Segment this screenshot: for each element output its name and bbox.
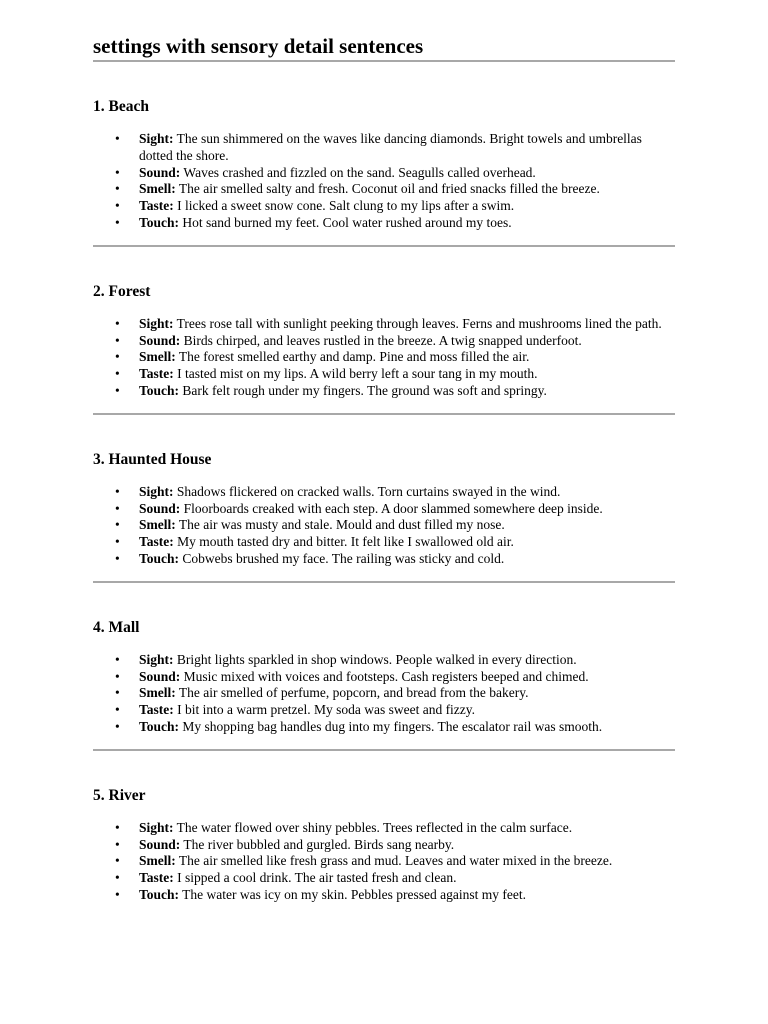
section-3 xyxy=(93,415,675,581)
list-item xyxy=(93,685,675,702)
sense-label: Sight: xyxy=(139,819,174,835)
sense-text: I tasted mist on my lips. A wild berry left a sour tang in my mouth. xyxy=(173,366,538,382)
section-heading: 4. Mall xyxy=(93,618,140,636)
section-2 xyxy=(93,247,675,413)
sense-label: Taste: xyxy=(139,870,174,886)
sense-label: Taste: xyxy=(139,198,174,214)
list-item xyxy=(93,165,675,182)
bullet-icon: • xyxy=(115,181,120,197)
sense-text: Music mixed with voices and footsteps. Cash registers beeped and chimed. xyxy=(180,668,589,684)
bullet-icon: • xyxy=(115,131,120,146)
sense-label: Sound: xyxy=(139,500,181,516)
bullet-icon: • xyxy=(115,332,120,348)
bullet-icon: • xyxy=(115,198,120,214)
bullet-icon: • xyxy=(115,349,120,365)
sense-text: Bright lights sparkled in shop windows. People walked in every direction. xyxy=(173,651,577,667)
bullet-icon: • xyxy=(115,886,120,902)
bullet-icon: • xyxy=(115,668,120,684)
sensory-list xyxy=(93,652,675,736)
bullet-icon: • xyxy=(115,651,120,667)
bullet-icon: • xyxy=(115,214,120,230)
list-item xyxy=(93,887,675,904)
bullet-icon: • xyxy=(115,366,120,382)
list-item xyxy=(93,383,675,400)
sensory-list xyxy=(93,131,675,232)
page-title: settings with sensory detail sentences xyxy=(93,34,424,58)
sense-label: Taste: xyxy=(139,366,174,382)
sense-text: My mouth tasted dry and bitter. It felt like I swallowed old air. xyxy=(173,534,514,550)
bullet-icon: • xyxy=(115,718,120,734)
sense-label: Touch: xyxy=(139,550,180,566)
sense-text: The sun shimmered on the waves like dancing diamonds. Bright towels and umbrellas dotted the shore. xyxy=(139,131,642,163)
sense-text: I licked a sweet snow cone. Salt clung to my lips after a swim. xyxy=(173,198,515,214)
section-4 xyxy=(93,583,675,749)
sense-text: The water was icy on my skin. Pebbles pressed against my feet. xyxy=(179,886,526,902)
sense-label: Sight: xyxy=(139,483,174,499)
sense-label: Smell: xyxy=(139,181,176,197)
bullet-icon: • xyxy=(115,382,120,398)
bullet-icon: • xyxy=(115,819,120,835)
sense-label: Smell: xyxy=(139,517,176,533)
list-item xyxy=(93,669,675,686)
section-1 xyxy=(93,62,675,245)
sense-text: The air smelled of perfume, popcorn, and bread from the bakery. xyxy=(175,685,529,701)
sensory-list xyxy=(93,820,675,904)
list-item xyxy=(93,853,675,870)
sense-text: Bark felt rough under my fingers. The ground was soft and springy. xyxy=(179,382,547,398)
list-item xyxy=(93,131,675,165)
list-item xyxy=(93,333,675,350)
bullet-icon: • xyxy=(115,164,120,180)
section-5 xyxy=(93,751,675,917)
list-item xyxy=(93,316,675,333)
sense-label: Smell: xyxy=(139,685,176,701)
list-item xyxy=(93,181,675,198)
sense-text: Shadows flickered on cracked walls. Torn curtains swayed in the wind. xyxy=(173,483,561,499)
sense-text: The air smelled salty and fresh. Coconut oil and fried snacks filled the breeze. xyxy=(175,181,600,197)
sense-text: Trees rose tall with sunlight peeking through leaves. Ferns and mushrooms lined the path. xyxy=(173,315,662,331)
list-item xyxy=(93,198,675,215)
sense-label: Sound: xyxy=(139,332,181,348)
bullet-icon: • xyxy=(115,836,120,852)
sense-text: The air was musty and stale. Mould and dust filled my nose. xyxy=(175,517,505,533)
bullet-icon: • xyxy=(115,870,120,886)
list-item xyxy=(93,702,675,719)
sense-label: Smell: xyxy=(139,853,176,869)
sense-label: Touch: xyxy=(139,382,180,398)
bullet-icon: • xyxy=(115,534,120,550)
bullet-icon: • xyxy=(115,702,120,718)
list-item xyxy=(93,820,675,837)
sense-text: Birds chirped, and leaves rustled in the breeze. A twig snapped underfoot. xyxy=(180,332,582,348)
list-item xyxy=(93,366,675,383)
sense-text: I sipped a cool drink. The air tasted fresh and clean. xyxy=(173,870,457,886)
list-item xyxy=(93,719,675,736)
list-item xyxy=(93,501,675,518)
sense-label: Sound: xyxy=(139,836,181,852)
bullet-icon: • xyxy=(115,517,120,533)
sense-label: Sound: xyxy=(139,164,181,180)
sense-label: Sight: xyxy=(139,131,174,146)
section-heading: 5. River xyxy=(93,786,146,804)
list-item xyxy=(93,870,675,887)
sense-label: Sound: xyxy=(139,668,181,684)
sense-text: I bit into a warm pretzel. My soda was sweet and fizzy. xyxy=(173,702,476,718)
section-heading: 3. Haunted House xyxy=(93,450,212,468)
sense-text: The air smelled like fresh grass and mud. Leaves and water mixed in the breeze. xyxy=(175,853,613,869)
sense-label: Smell: xyxy=(139,349,176,365)
bullet-icon: • xyxy=(115,685,120,701)
sense-text: Hot sand burned my feet. Cool water rushed around my toes. xyxy=(179,214,512,230)
sense-text: Floorboards creaked with each step. A door slammed somewhere deep inside. xyxy=(180,500,603,516)
sense-text: The river bubbled and gurgled. Birds sang nearby. xyxy=(180,836,455,852)
section-heading: 2. Forest xyxy=(93,282,151,300)
sections-container xyxy=(93,62,675,917)
sense-text: Cobwebs brushed my face. The railing was sticky and cold. xyxy=(179,550,505,566)
sense-text: My shopping bag handles dug into my fingers. The escalator rail was smooth. xyxy=(179,718,603,734)
sensory-list xyxy=(93,316,675,400)
sense-text: The forest smelled earthy and damp. Pine and moss filled the air. xyxy=(175,349,530,365)
bullet-icon: • xyxy=(115,500,120,516)
sense-text: Waves crashed and fizzled on the sand. Seagulls called overhead. xyxy=(180,164,536,180)
sense-label: Sight: xyxy=(139,651,174,667)
sense-label: Taste: xyxy=(139,702,174,718)
sense-label: Touch: xyxy=(139,886,180,902)
bullet-icon: • xyxy=(115,483,120,499)
sense-label: Touch: xyxy=(139,718,180,734)
sense-label: Sight: xyxy=(139,315,174,331)
list-item xyxy=(93,551,675,568)
sense-label: Taste: xyxy=(139,534,174,550)
bullet-icon: • xyxy=(115,853,120,869)
list-item xyxy=(93,349,675,366)
document-content xyxy=(93,33,675,917)
sense-text: The water flowed over shiny pebbles. Trees reflected in the calm surface. xyxy=(173,819,573,835)
list-item xyxy=(93,517,675,534)
list-item xyxy=(93,534,675,551)
list-item xyxy=(93,652,675,669)
list-item xyxy=(93,484,675,501)
list-item xyxy=(93,215,675,232)
sensory-list xyxy=(93,484,675,568)
list-item xyxy=(93,837,675,854)
section-heading: 1. Beach xyxy=(93,98,149,115)
sense-label: Touch: xyxy=(139,214,180,230)
bullet-icon: • xyxy=(115,550,120,566)
bullet-icon: • xyxy=(115,315,120,331)
